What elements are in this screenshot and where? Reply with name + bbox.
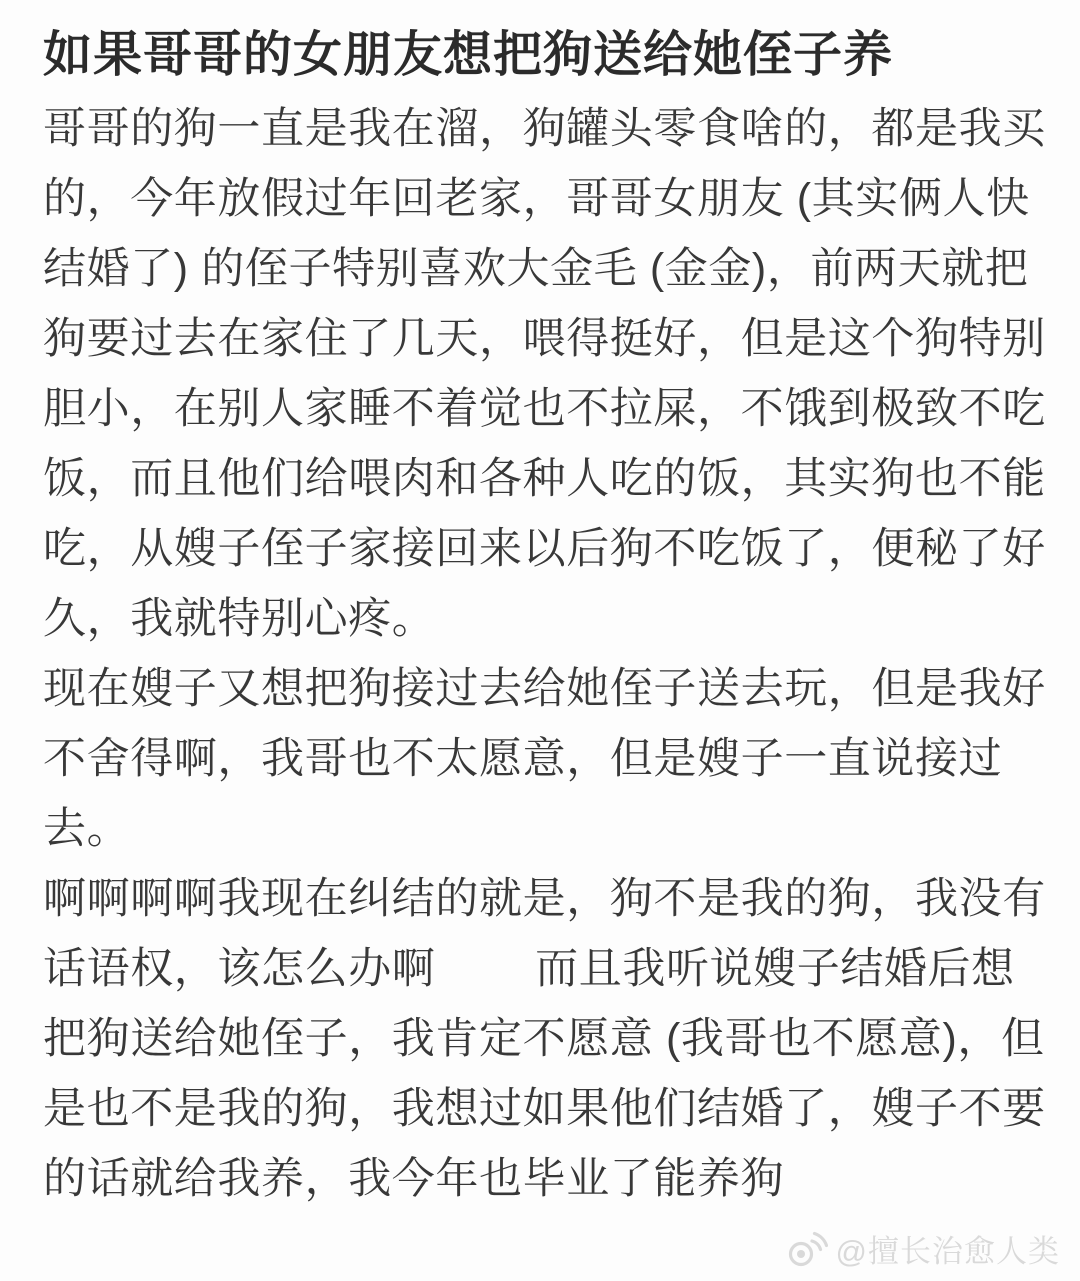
- body-line: 的话就给我养，我今年也毕业了能养狗: [43, 1155, 785, 1203]
- body-line: 久，我就特别心疼。: [43, 595, 436, 643]
- body-line: 胆小，在别人家睡不着觉也不拉屎，不饿到极致不吃: [43, 385, 1046, 433]
- weibo-logo-icon: [786, 1230, 828, 1268]
- body-line: 的，今年放假过年回老家，哥哥女朋友 (其实俩人快: [43, 175, 1030, 223]
- body-line: 不舍得啊，我哥也不太愿意，但是嫂子一直说接过: [43, 735, 1003, 783]
- body-line: 饭，而且他们给喂肉和各种人吃的饭，其实狗也不能: [43, 455, 1046, 503]
- body-line: 啊啊啊啊我现在纠结的就是，狗不是我的狗，我没有: [43, 875, 1046, 923]
- body-line: 现在嫂子又想把狗接过去给她侄子送去玩，但是我好: [43, 665, 1046, 713]
- body-line: 吃，从嫂子侄子家接回来以后狗不吃饭了，便秘了好: [43, 525, 1046, 573]
- post-body: [43, 94, 1053, 1214]
- body-line: 哥哥的狗一直是我在溜，狗罐头零食啥的，都是我买: [43, 105, 1046, 153]
- body-line: 狗要过去在家住了几天，喂得挺好，但是这个狗特别: [43, 315, 1046, 363]
- body-line: 去。: [43, 805, 131, 853]
- post-title: 如果哥哥的女朋友想把狗送给她侄子养: [43, 28, 894, 82]
- body-line: 是也不是我的狗，我想过如果他们结婚了，嫂子不要: [43, 1085, 1046, 1133]
- body-line: 把狗送给她侄子，我肯定不愿意 (我哥也不愿意)，但: [43, 1015, 1045, 1063]
- body-line: 话语权，该怎么办啊 而且我听说嫂子结婚后想: [43, 945, 1015, 993]
- watermark-handle: @擅长治愈人类: [835, 1234, 1060, 1269]
- watermark: [786, 1226, 1060, 1271]
- body-line: 结婚了) 的侄子特别喜欢大金毛 (金金)，前两天就把: [43, 245, 1029, 293]
